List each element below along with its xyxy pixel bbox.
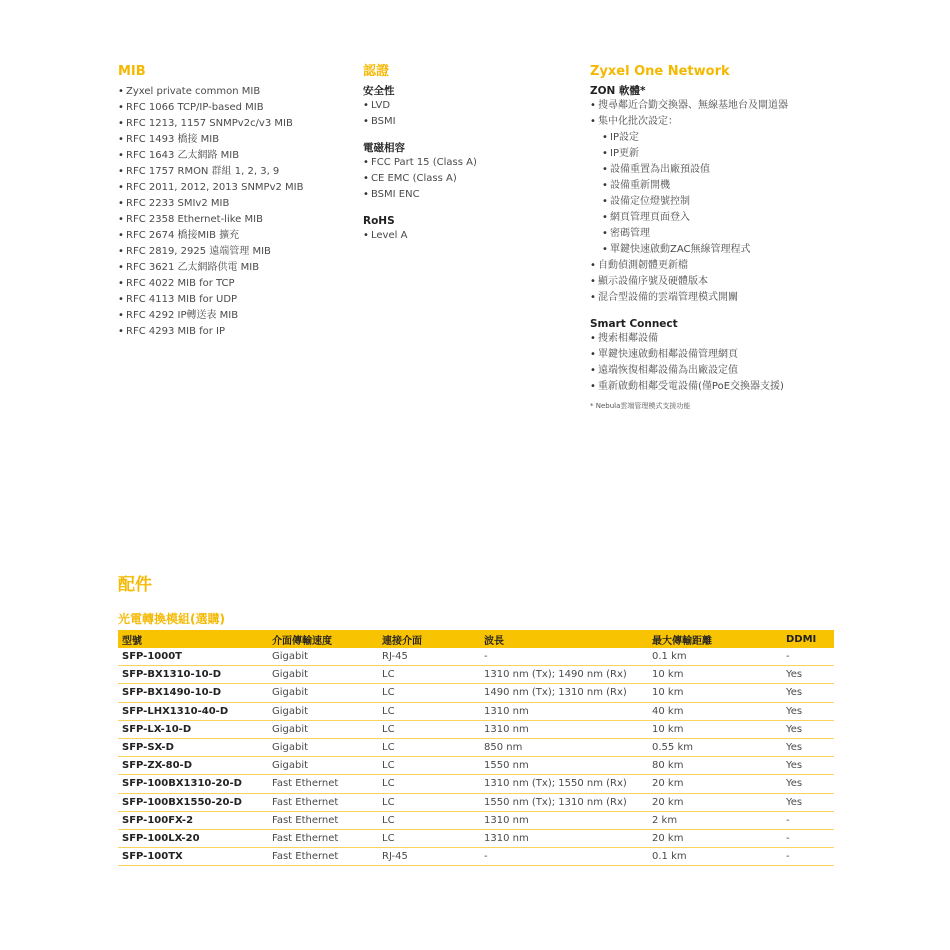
cell-speed: Gigabit xyxy=(268,720,378,738)
mib-list xyxy=(118,84,358,340)
table-row xyxy=(118,811,834,829)
cell-model: SFP-100BX1310-20-D xyxy=(118,775,268,793)
list-item: • RFC 3621 乙太網路供電 MIB xyxy=(118,260,358,276)
cell-ddmi: - xyxy=(782,848,834,866)
cell-model: SFP-100LX-20 xyxy=(118,829,268,847)
cell-connector: LC xyxy=(378,793,480,811)
cell-connector: RJ-45 xyxy=(378,648,480,666)
list-item: • RFC 4293 MIB for IP xyxy=(118,324,358,340)
column-header-model: 型號 xyxy=(118,630,268,648)
cell-distance: 2 km xyxy=(648,811,782,829)
list-item: • 搜尋鄰近合勤交換器、無線基地台及閘道器 xyxy=(590,98,850,114)
cell-model: SFP-100FX-2 xyxy=(118,811,268,829)
list-subitem: • 網頁管理頁面登入 xyxy=(590,210,850,226)
list-subitem: • 單鍵快速啟動ZAC無線管理程式 xyxy=(590,242,850,258)
cell-connector: LC xyxy=(378,811,480,829)
cell-model: SFP-BX1490-10-D xyxy=(118,684,268,702)
cell-ddmi: Yes xyxy=(782,775,834,793)
table-row xyxy=(118,702,834,720)
cell-wavelength: 850 nm xyxy=(480,738,648,756)
table-row xyxy=(118,829,834,847)
rohs-list xyxy=(363,228,573,244)
cell-speed: Fast Ethernet xyxy=(268,848,378,866)
cell-connector: LC xyxy=(378,720,480,738)
zyxel-one-network-section xyxy=(590,64,850,411)
list-item: • 重新啟動相鄰受電設備(僅PoE交換器支援) xyxy=(590,379,850,395)
cell-distance: 0.55 km xyxy=(648,738,782,756)
column-header-ddmi: DDMI xyxy=(782,630,834,648)
list-item: • RFC 1643 乙太網路 MIB xyxy=(118,148,358,164)
table-row xyxy=(118,738,834,756)
table-row xyxy=(118,720,834,738)
cell-wavelength: 1310 nm xyxy=(480,702,648,720)
cell-speed: Gigabit xyxy=(268,702,378,720)
cell-ddmi: - xyxy=(782,829,834,847)
table-row xyxy=(118,757,834,775)
list-item: • 遠端恢復相鄰設備為出廠設定值 xyxy=(590,363,850,379)
cell-connector: LC xyxy=(378,684,480,702)
cell-connector: LC xyxy=(378,757,480,775)
cell-wavelength: - xyxy=(480,848,648,866)
list-item: • 顯示設備序號及硬體版本 xyxy=(590,274,850,290)
cell-connector: LC xyxy=(378,829,480,847)
list-item: • LVD xyxy=(363,98,573,114)
table-row xyxy=(118,775,834,793)
list-item: • RFC 2358 Ethernet-like MIB xyxy=(118,212,358,228)
cell-ddmi: Yes xyxy=(782,720,834,738)
cell-distance: 20 km xyxy=(648,793,782,811)
cell-distance: 10 km xyxy=(648,684,782,702)
cell-connector: LC xyxy=(378,666,480,684)
cell-speed: Fast Ethernet xyxy=(268,829,378,847)
cell-ddmi: Yes xyxy=(782,666,834,684)
table-row xyxy=(118,684,834,702)
list-item: • RFC 2674 橋接MIB 擴充 xyxy=(118,228,358,244)
list-item: • RFC 1066 TCP/IP-based MIB xyxy=(118,100,358,116)
cell-model: SFP-100BX1550-20-D xyxy=(118,793,268,811)
cell-model: SFP-LHX1310-40-D xyxy=(118,702,268,720)
list-item: • Zyxel private common MIB xyxy=(118,84,358,100)
list-subitem: • IP更新 xyxy=(590,146,850,162)
mib-section xyxy=(118,64,358,340)
accessories-title: 配件 xyxy=(118,575,152,595)
zon-title: Zyxel One Network xyxy=(590,64,730,79)
smart-connect-list xyxy=(590,331,850,395)
cell-speed: Gigabit xyxy=(268,666,378,684)
cell-wavelength: 1310 nm xyxy=(480,811,648,829)
list-item: • 自動偵測韌體更新檔 xyxy=(590,258,850,274)
cell-distance: 10 km xyxy=(648,666,782,684)
cell-speed: Gigabit xyxy=(268,684,378,702)
safety-title: 安全性 xyxy=(363,85,395,97)
cell-connector: RJ-45 xyxy=(378,848,480,866)
list-item: • RFC 2233 SMIv2 MIB xyxy=(118,196,358,212)
cell-wavelength: 1550 nm xyxy=(480,757,648,775)
certification-section xyxy=(363,64,573,244)
list-item: • RFC 2011, 2012, 2013 SNMPv2 MIB xyxy=(118,180,358,196)
list-item: • BSMI xyxy=(363,114,573,130)
list-item: • 集中化批次設定： xyxy=(590,114,850,130)
cell-model: SFP-ZX-80-D xyxy=(118,757,268,775)
cell-model: SFP-1000T xyxy=(118,648,268,666)
cell-ddmi: Yes xyxy=(782,738,834,756)
list-item: • RFC 4292 IP轉送表 MIB xyxy=(118,308,358,324)
emc-title: 電磁相容 xyxy=(363,142,405,154)
cell-wavelength: 1310 nm xyxy=(480,829,648,847)
list-item: • FCC Part 15 (Class A) xyxy=(363,155,573,171)
list-item: • 混合型設備的雲端管理模式開關 xyxy=(590,290,850,306)
cell-speed: Gigabit xyxy=(268,738,378,756)
cell-model: SFP-100TX xyxy=(118,848,268,866)
zon-list xyxy=(590,98,850,306)
column-header-connector: 連接介面 xyxy=(378,630,480,648)
cell-model: SFP-SX-D xyxy=(118,738,268,756)
cell-ddmi: Yes xyxy=(782,793,834,811)
cell-wavelength: - xyxy=(480,648,648,666)
cell-distance: 20 km xyxy=(648,775,782,793)
list-item: • RFC 2819, 2925 遠端管理 MIB xyxy=(118,244,358,260)
cell-distance: 10 km xyxy=(648,720,782,738)
cell-ddmi: - xyxy=(782,648,834,666)
cell-distance: 80 km xyxy=(648,757,782,775)
cell-model: SFP-LX-10-D xyxy=(118,720,268,738)
cell-speed: Fast Ethernet xyxy=(268,793,378,811)
list-subitem: • 密碼管理 xyxy=(590,226,850,242)
mib-title: MIB xyxy=(118,64,146,79)
list-item: • RFC 1493 橋接 MIB xyxy=(118,132,358,148)
zon-software-title: ZON 軟體* xyxy=(590,85,646,97)
smart-connect-title: Smart Connect xyxy=(590,318,678,330)
column-header-wavelength: 波長 xyxy=(480,630,648,648)
cell-ddmi: Yes xyxy=(782,684,834,702)
cell-distance: 20 km xyxy=(648,829,782,847)
safety-list xyxy=(363,98,573,130)
accessories-subtitle: 光電轉換模組(選購) xyxy=(118,612,225,626)
footnote: * Nebula雲端管理模式支援功能 xyxy=(590,402,691,410)
cell-model: SFP-BX1310-10-D xyxy=(118,666,268,684)
list-item: • 搜索相鄰設備 xyxy=(590,331,850,347)
list-item: • RFC 4022 MIB for TCP xyxy=(118,276,358,292)
cell-speed: Gigabit xyxy=(268,757,378,775)
emc-list xyxy=(363,155,573,203)
list-item: • RFC 4113 MIB for UDP xyxy=(118,292,358,308)
cell-ddmi: Yes xyxy=(782,757,834,775)
list-item: • RFC 1757 RMON 群組 1, 2, 3, 9 xyxy=(118,164,358,180)
list-item: • CE EMC (Class A) xyxy=(363,171,573,187)
cell-connector: LC xyxy=(378,775,480,793)
cell-speed: Fast Ethernet xyxy=(268,775,378,793)
table-row xyxy=(118,848,834,866)
cell-ddmi: - xyxy=(782,811,834,829)
sfp-table xyxy=(118,630,834,866)
cell-distance: 0.1 km xyxy=(648,848,782,866)
column-header-speed: 介面傳輸速度 xyxy=(268,630,378,648)
cell-distance: 0.1 km xyxy=(648,648,782,666)
list-item: • 單鍵快速啟動相鄰設備管理網頁 xyxy=(590,347,850,363)
cell-speed: Fast Ethernet xyxy=(268,811,378,829)
certification-title: 認證 xyxy=(363,64,390,79)
list-subitem: • 設備定位燈號控制 xyxy=(590,194,850,210)
cell-wavelength: 1490 nm (Tx); 1310 nm (Rx) xyxy=(480,684,648,702)
list-subitem: • 設備重置為出廠預設值 xyxy=(590,162,850,178)
table-header-row xyxy=(118,630,834,648)
cell-wavelength: 1310 nm (Tx); 1490 nm (Rx) xyxy=(480,666,648,684)
column-header-distance: 最大傳輸距離 xyxy=(648,630,782,648)
cell-ddmi: Yes xyxy=(782,702,834,720)
cell-connector: LC xyxy=(378,702,480,720)
table-row xyxy=(118,793,834,811)
cell-speed: Gigabit xyxy=(268,648,378,666)
list-subitem: • IP設定 xyxy=(590,130,850,146)
cell-connector: LC xyxy=(378,738,480,756)
cell-wavelength: 1310 nm xyxy=(480,720,648,738)
list-item: • Level A xyxy=(363,228,573,244)
cell-wavelength: 1310 nm (Tx); 1550 nm (Rx) xyxy=(480,775,648,793)
rohs-title: RoHS xyxy=(363,215,395,227)
table-row xyxy=(118,648,834,666)
list-subitem: • 設備重新開機 xyxy=(590,178,850,194)
list-item: • RFC 1213, 1157 SNMPv2c/v3 MIB xyxy=(118,116,358,132)
cell-wavelength: 1550 nm (Tx); 1310 nm (Rx) xyxy=(480,793,648,811)
table-row xyxy=(118,666,834,684)
cell-distance: 40 km xyxy=(648,702,782,720)
list-item: • BSMI ENC xyxy=(363,187,573,203)
